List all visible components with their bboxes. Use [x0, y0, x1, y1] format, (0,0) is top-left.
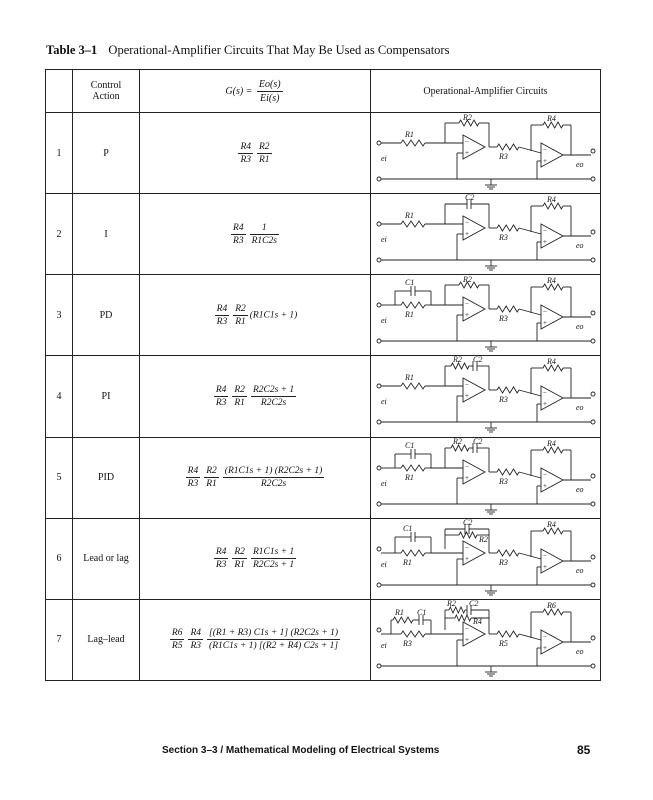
plus-terminal-label: + — [543, 238, 547, 247]
transfer-function-expression — [212, 547, 298, 570]
row-number: 5 — [46, 437, 73, 518]
tf-denominator: R3 — [190, 641, 202, 652]
tf-fraction — [250, 223, 279, 246]
transfer-function-expression — [236, 142, 273, 165]
table-row — [46, 194, 601, 275]
plus-terminal-label: + — [465, 635, 469, 644]
terminal-symbol — [591, 311, 595, 315]
tf-numerator: R2 — [259, 141, 270, 152]
tf-denominator: R3 — [215, 397, 227, 408]
terminal-symbol — [377, 547, 381, 551]
header-control-action — [73, 70, 140, 113]
circuit-diagram-cell — [371, 194, 601, 275]
circuit-diagram-cell — [371, 356, 601, 437]
transfer-function-expression — [213, 304, 298, 327]
component-label-eo: eo — [576, 241, 584, 251]
resistor-symbol — [497, 225, 519, 231]
ground-icon — [485, 260, 497, 270]
opamp-symbol — [463, 460, 485, 484]
opamp-symbol — [463, 216, 485, 240]
transfer-function — [140, 275, 371, 356]
tf-fraction — [214, 547, 229, 570]
terminal-symbol — [377, 628, 381, 632]
tf-denominator: R1 — [206, 479, 217, 490]
component-label-ei: ei — [381, 640, 387, 650]
opamp-symbol — [463, 135, 485, 159]
terminal-symbol — [377, 177, 381, 181]
tf-fraction — [257, 142, 272, 165]
header-control-line1: Control — [90, 80, 122, 91]
tf-numerator: R4 — [215, 547, 227, 558]
tf-fraction — [188, 628, 203, 651]
plus-terminal-label: + — [465, 230, 469, 239]
row-number: 1 — [46, 113, 73, 194]
terminal-symbol — [377, 339, 381, 343]
transfer-function-expression — [168, 628, 342, 651]
component-label-r2: R2 — [453, 356, 462, 365]
resistor-symbol — [497, 550, 519, 556]
component-label-r1: R1 — [405, 130, 414, 140]
minus-terminal-label: − — [465, 543, 469, 552]
resistor-symbol — [401, 631, 425, 637]
plus-terminal-label: + — [543, 481, 547, 490]
plus-terminal-label: + — [465, 149, 469, 158]
tf-fraction — [223, 466, 325, 489]
terminal-symbol — [377, 420, 381, 424]
component-label-r3: R3 — [499, 152, 508, 162]
resistor-symbol — [497, 144, 519, 150]
capacitor-symbol — [411, 449, 415, 459]
tf-denominator: (R1C1s + 1) [(R2 + R4) C2s + 1] — [209, 641, 339, 652]
ground-icon — [485, 666, 497, 676]
header-gs-fraction — [257, 79, 283, 104]
minus-terminal-label: − — [465, 462, 469, 471]
terminal-symbol — [591, 474, 595, 478]
component-label-r1: R1 — [405, 373, 414, 383]
table-header-row — [46, 70, 601, 113]
control-action: PID — [73, 437, 140, 518]
tf-numerator: R4 — [190, 628, 202, 639]
opamp-symbol — [541, 468, 563, 492]
tf-fraction — [232, 547, 247, 570]
component-label-r3: R3 — [499, 233, 508, 243]
component-label-r5: R5 — [499, 638, 508, 648]
opamp-circuit-2 — [371, 194, 600, 274]
opamp-circuit-6 — [371, 519, 600, 599]
plus-terminal-label: + — [465, 554, 469, 563]
component-label-r3: R3 — [499, 476, 508, 486]
table-caption — [46, 43, 449, 58]
component-label-c1: C1 — [405, 278, 415, 288]
tf-numerator: R2 — [206, 466, 217, 477]
component-label-r1: R1 — [405, 472, 414, 482]
terminal-symbol — [591, 420, 595, 424]
component-label-ei: ei — [381, 316, 387, 326]
control-action: I — [73, 194, 140, 275]
tf-denominator: R1C2s — [251, 235, 277, 246]
plus-terminal-label: + — [543, 562, 547, 571]
resistor-symbol — [455, 615, 471, 621]
page-number: 85 — [577, 743, 591, 757]
component-label-ei: ei — [381, 235, 387, 245]
tf-numerator: R4 — [216, 303, 228, 314]
component-label-r3: R3 — [499, 314, 508, 324]
tf-fraction — [231, 223, 246, 246]
minus-terminal-label: − — [543, 632, 547, 641]
terminal-symbol — [377, 583, 381, 587]
tf-denominator: R1 — [234, 397, 245, 408]
opamp-symbol — [463, 378, 485, 402]
tf-numerator: R2 — [234, 547, 245, 558]
terminal-symbol — [591, 230, 595, 234]
control-action: Lead or lag — [73, 518, 140, 599]
transfer-function — [140, 194, 371, 275]
circuit-diagram-cell — [371, 518, 601, 599]
tf-fraction — [170, 628, 185, 651]
tf-denominator: R2C2s + 1 — [252, 560, 295, 571]
plus-terminal-label: + — [465, 311, 469, 320]
tf-fraction — [214, 385, 229, 408]
terminal-symbol — [591, 177, 595, 181]
plus-terminal-label: + — [543, 643, 547, 652]
component-label-ei: ei — [381, 559, 387, 569]
terminal-symbol — [591, 664, 595, 668]
plus-terminal-label: + — [543, 400, 547, 409]
opamp-circuit-1 — [371, 113, 600, 193]
terminal-symbol — [591, 258, 595, 262]
plus-terminal-label: + — [465, 473, 469, 482]
opamp-circuit-3 — [371, 275, 600, 355]
resistor-symbol — [459, 532, 477, 538]
tf-fraction — [204, 466, 219, 489]
table-row — [46, 275, 601, 356]
minus-terminal-label: − — [465, 219, 469, 228]
component-label-r3: R3 — [499, 557, 508, 567]
table-title: Operational-Amplifier Circuits That May Be Used as Compensators — [108, 43, 450, 57]
plus-terminal-label: + — [543, 319, 547, 328]
table-row — [46, 599, 601, 680]
table-number: Table 3–1 — [46, 43, 98, 57]
ground-icon — [485, 341, 497, 351]
opamp-symbol — [541, 143, 563, 167]
circuit-diagram-cell — [371, 275, 601, 356]
component-label-r4: R4 — [547, 438, 556, 448]
terminal-symbol — [591, 502, 595, 506]
minus-terminal-label: − — [465, 624, 469, 633]
minus-terminal-label: − — [465, 138, 469, 147]
circuit-diagram-cell — [371, 437, 601, 518]
row-number: 7 — [46, 599, 73, 680]
component-label-r2: R2 — [447, 599, 456, 608]
control-action: P — [73, 113, 140, 194]
tf-numerator: (R1C1s + 1) (R2C2s + 1) — [224, 466, 323, 477]
ground-icon — [485, 585, 497, 595]
capacitor-symbol — [411, 532, 415, 542]
terminal-symbol — [591, 555, 595, 559]
opamp-symbol — [541, 630, 563, 654]
component-label-r1: R1 — [405, 211, 414, 221]
tf-numerator: [(R1 + R3) C1s + 1] (R2C2s + 1) — [209, 628, 339, 639]
opamp-compensator-table — [45, 69, 601, 681]
ground-icon — [485, 504, 497, 514]
header-control-line2: Action — [92, 91, 120, 102]
table-row — [46, 356, 601, 437]
component-label-eo: eo — [576, 646, 584, 656]
terminal-symbol — [591, 392, 595, 396]
tf-numerator: R4 — [187, 466, 199, 477]
terminal-symbol — [377, 141, 381, 145]
component-label-c1: C1 — [405, 440, 415, 450]
resistor-symbol — [401, 221, 425, 227]
component-label-r2: R2 — [463, 113, 472, 123]
component-label-r3: R3 — [499, 395, 508, 405]
tf-fraction — [186, 466, 201, 489]
tf-denominator: R2C2s — [260, 397, 287, 408]
component-label-r1: R1 — [403, 557, 412, 567]
terminal-symbol — [377, 303, 381, 307]
header-gs-denominator: Ei(s) — [260, 92, 280, 104]
tf-numerator: R2C2s + 1 — [252, 384, 295, 395]
component-label-r4: R4 — [473, 616, 482, 626]
tf-denominator: R1 — [259, 154, 270, 165]
tf-numerator: R2 — [235, 303, 246, 314]
row-number: 6 — [46, 518, 73, 599]
resistor-symbol — [497, 306, 519, 312]
terminal-symbol — [377, 502, 381, 506]
minus-terminal-label: − — [465, 381, 469, 390]
resistor-symbol — [393, 617, 413, 623]
component-label-c2: C2 — [465, 194, 475, 203]
tf-denominator: R1 — [234, 560, 245, 571]
resistor-symbol — [497, 469, 519, 475]
component-label-r4: R4 — [547, 357, 556, 367]
resistor-symbol — [401, 302, 425, 308]
transfer-function-expression — [184, 466, 327, 489]
terminal-symbol — [377, 466, 381, 470]
tf-denominator: R5 — [171, 641, 183, 652]
component-label-c1: C1 — [417, 607, 427, 617]
component-label-ei: ei — [381, 154, 387, 164]
tf-fraction — [251, 385, 296, 408]
component-label-c1: C1 — [403, 523, 413, 533]
component-label-r2: R2 — [453, 437, 462, 446]
tf-numerator: R4 — [233, 222, 244, 233]
component-label-c2: C2 — [473, 437, 483, 446]
opamp-symbol — [541, 305, 563, 329]
component-label-eo: eo — [576, 565, 584, 575]
terminal-symbol — [591, 339, 595, 343]
row-number: 4 — [46, 356, 73, 437]
component-label-r1: R1 — [405, 310, 414, 320]
minus-terminal-label: − — [543, 551, 547, 560]
component-label-c2: C2 — [473, 356, 483, 365]
minus-terminal-label: − — [465, 300, 469, 309]
transfer-function — [140, 599, 371, 680]
terminal-symbol — [591, 149, 595, 153]
resistor-symbol — [401, 550, 425, 556]
circuit-diagram-cell — [371, 113, 601, 194]
tf-fraction — [233, 304, 248, 327]
capacitor-symbol — [411, 286, 415, 296]
tf-fraction — [207, 628, 340, 651]
ground-icon — [485, 422, 497, 432]
header-circuits: Operational-Amplifier Circuits — [371, 70, 601, 113]
component-label-eo: eo — [576, 484, 584, 494]
opamp-symbol — [463, 297, 485, 321]
terminal-symbol — [591, 636, 595, 640]
opamp-symbol — [463, 541, 485, 565]
component-label-r4: R4 — [547, 114, 556, 124]
tf-denominator: R3 — [216, 316, 228, 327]
footer-section: Section 3–3 / Mathematical Modeling of Electrical Systems — [162, 745, 440, 756]
resistor-symbol — [401, 465, 425, 471]
opamp-circuit-7 — [371, 600, 600, 680]
component-label-eo: eo — [576, 322, 584, 332]
component-label-r4: R4 — [547, 519, 556, 529]
tf-denominator: R3 — [240, 154, 251, 165]
resistor-symbol — [401, 383, 425, 389]
tf-numerator: R4 — [215, 384, 227, 395]
header-gs-label: G(s) = — [225, 85, 253, 97]
terminal-symbol — [377, 384, 381, 388]
tf-numerator: R4 — [240, 141, 251, 152]
opamp-circuit-5 — [371, 438, 600, 518]
header-gs-numerator: Eo(s) — [258, 78, 281, 90]
component-label-c2: C2 — [469, 599, 479, 608]
transfer-function — [140, 356, 371, 437]
circuit-diagram-cell — [371, 599, 601, 680]
tf-denominator: R3 — [233, 235, 244, 246]
component-label-r3: R3 — [403, 638, 412, 648]
control-action: PI — [73, 356, 140, 437]
tf-fraction — [251, 547, 296, 570]
tf-fraction — [238, 142, 253, 165]
minus-terminal-label: − — [543, 227, 547, 236]
minus-terminal-label: − — [543, 146, 547, 155]
opamp-symbol — [541, 386, 563, 410]
plus-terminal-label: + — [465, 392, 469, 401]
table-row — [46, 437, 601, 518]
component-label-r4: R4 — [547, 276, 556, 286]
opamp-symbol — [541, 224, 563, 248]
ground-icon — [485, 179, 497, 189]
minus-terminal-label: − — [543, 308, 547, 317]
resistor-symbol — [497, 631, 519, 637]
tf-denominator: R3 — [215, 560, 227, 571]
terminal-symbol — [377, 258, 381, 262]
tf-fraction — [232, 385, 247, 408]
component-label-r2: R2 — [479, 534, 488, 544]
minus-terminal-label: − — [543, 389, 547, 398]
transfer-function-expression — [212, 385, 298, 408]
tf-fraction — [215, 304, 230, 327]
terminal-symbol — [591, 583, 595, 587]
tf-numerator: R6 — [171, 628, 183, 639]
table-row — [46, 518, 601, 599]
component-label-eo: eo — [576, 403, 584, 413]
header-transfer-function — [140, 70, 371, 113]
transfer-function — [140, 113, 371, 194]
tf-numerator: 1 — [250, 223, 279, 235]
tf-denominator: R2C2s — [260, 479, 287, 490]
control-action: Lag–lead — [73, 599, 140, 680]
terminal-symbol — [377, 664, 381, 668]
transfer-function — [140, 518, 371, 599]
component-label-r6: R6 — [547, 600, 556, 610]
row-number: 2 — [46, 194, 73, 275]
component-label-r4: R4 — [547, 195, 556, 205]
plus-terminal-label: + — [543, 157, 547, 166]
tf-numerator: R1C1s + 1 — [252, 547, 295, 558]
component-label-eo: eo — [576, 160, 584, 170]
header-number-cell — [46, 70, 73, 113]
table-row — [46, 113, 601, 194]
transfer-function — [140, 437, 371, 518]
opamp-circuit-4 — [371, 356, 600, 436]
component-label-c2: C2 — [463, 518, 473, 527]
component-label-r1: R1 — [395, 607, 404, 617]
transfer-function-expression — [229, 223, 281, 246]
tf-denominator: R1 — [235, 316, 246, 327]
row-number: 3 — [46, 275, 73, 356]
control-action: PD — [73, 275, 140, 356]
tf-numerator: R2 — [234, 384, 245, 395]
terminal-symbol — [377, 222, 381, 226]
opamp-symbol — [541, 549, 563, 573]
component-label-ei: ei — [381, 397, 387, 407]
tf-tail-factor: (R1C1s + 1) — [249, 310, 298, 321]
component-label-ei: ei — [381, 478, 387, 488]
component-label-r2: R2 — [463, 275, 472, 285]
resistor-symbol — [497, 387, 519, 393]
resistor-symbol — [401, 140, 425, 146]
minus-terminal-label: − — [543, 470, 547, 479]
tf-denominator: R3 — [187, 479, 199, 490]
